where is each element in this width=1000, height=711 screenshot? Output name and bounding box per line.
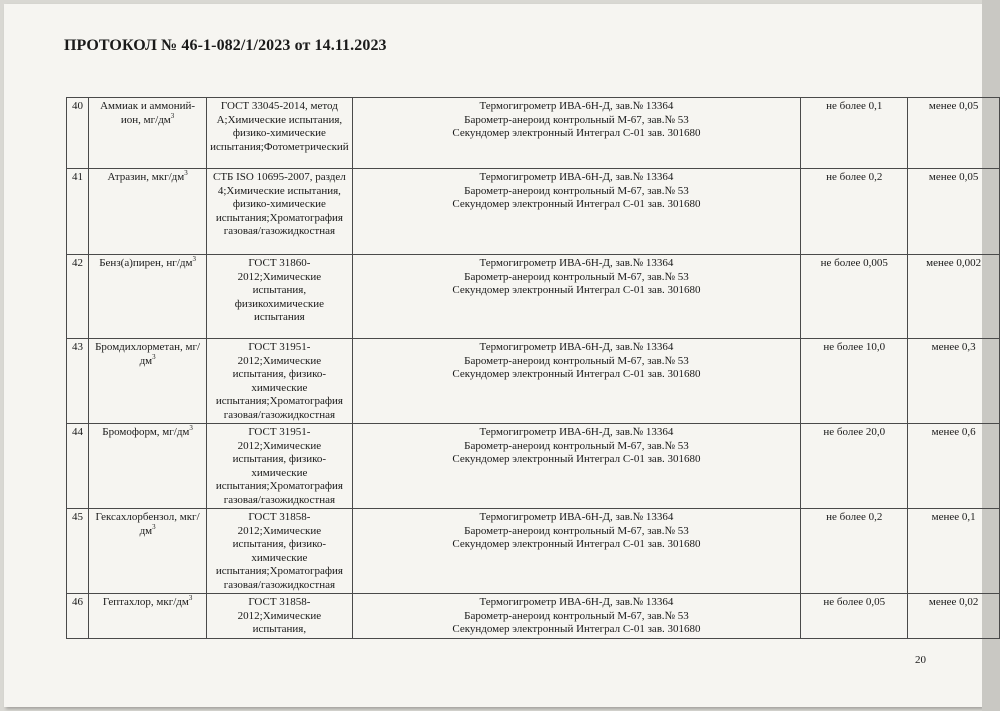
equipment-item: Секундомер электронный Интеграл С-01 зав. 301680 bbox=[452, 538, 701, 550]
document-title: ПРОТОКОЛ № 46-1-082/1/2023 от 14.11.2023 bbox=[64, 37, 387, 54]
result-value: менее 0,05 bbox=[908, 169, 1000, 255]
row-number: 46 bbox=[67, 594, 89, 639]
row-number: 40 bbox=[67, 98, 89, 169]
norm-value: не более 20,0 bbox=[801, 424, 908, 509]
indicator-label: Бромдихлорметан, мг/дм bbox=[95, 341, 201, 367]
norm-value: не более 0,005 bbox=[801, 255, 908, 339]
result-value: менее 0,1 bbox=[908, 509, 1000, 594]
results-table bbox=[66, 97, 1000, 639]
unit-superscript: 3 bbox=[152, 522, 156, 531]
norm-value: не более 0,2 bbox=[801, 169, 908, 255]
indicator-label: Бенз(а)пирен, нг/дм bbox=[99, 257, 193, 269]
unit-superscript: 3 bbox=[184, 169, 188, 177]
indicator-label: Атразин, мкг/дм bbox=[107, 171, 185, 183]
equipment-item: Термогигрометр ИВА-6Н-Д, зав.№ 13364 bbox=[479, 426, 674, 438]
equipment-list bbox=[352, 98, 801, 169]
table-row bbox=[67, 424, 1000, 509]
row-number: 44 bbox=[67, 424, 89, 509]
indicator-name bbox=[89, 169, 207, 255]
equipment-item: Термогигрометр ИВА-6Н-Д, зав.№ 13364 bbox=[479, 171, 674, 183]
equipment-item: Барометр-анероид контрольный М-67, зав.№ 53 bbox=[464, 354, 689, 367]
equipment-list bbox=[352, 169, 801, 255]
equipment-item: Барометр-анероид контрольный М-67, зав.№ 53 bbox=[464, 113, 689, 126]
table-row bbox=[67, 594, 1000, 639]
equipment-item: Термогигрометр ИВА-6Н-Д, зав.№ 13364 bbox=[479, 100, 674, 112]
table-row bbox=[67, 509, 1000, 594]
norm-value: не более 0,05 bbox=[801, 594, 908, 639]
unit-superscript: 3 bbox=[170, 111, 175, 120]
indicator-name bbox=[89, 424, 207, 509]
equipment-item: Барометр-анероид контрольный М-67, зав.№ 53 bbox=[464, 270, 689, 283]
row-number: 43 bbox=[67, 339, 89, 424]
equipment-item: Секундомер электронный Интеграл С-01 зав. 301680 bbox=[452, 453, 701, 465]
indicator-label: Бромоформ, мг/дм bbox=[102, 426, 190, 438]
test-method: ГОСТ 31860-2012;Химические испытания, физикохимические испытания bbox=[207, 255, 353, 339]
equipment-item: Барометр-анероид контрольный М-67, зав.№ 53 bbox=[464, 184, 689, 197]
result-value: менее 0,002 bbox=[908, 255, 1000, 339]
indicator-label: Аммиак и аммоний-ион, мг/дм bbox=[100, 100, 196, 126]
equipment-item: Барометр-анероид контрольный М-67, зав.№ 53 bbox=[464, 524, 689, 537]
row-number: 45 bbox=[67, 509, 89, 594]
norm-value: не более 10,0 bbox=[801, 339, 908, 424]
indicator-name bbox=[89, 509, 207, 594]
equipment-list bbox=[352, 424, 801, 509]
test-method: ГОСТ 31858-2012;Химические испытания, bbox=[207, 594, 353, 639]
result-value: менее 0,3 bbox=[908, 339, 1000, 424]
table-row bbox=[67, 339, 1000, 424]
result-value: менее 0,05 bbox=[908, 98, 1000, 169]
equipment-list bbox=[352, 339, 801, 424]
norm-value: не более 0,1 bbox=[801, 98, 908, 169]
test-method: ГОСТ 33045-2014, метод А;Химические испытания, физико-химические испытания;Фотометрический bbox=[207, 98, 353, 169]
equipment-item: Секундомер электронный Интеграл С-01 зав. 301680 bbox=[452, 198, 701, 210]
test-method: ГОСТ 31951-2012;Химические испытания, физико-химические испытания;Хроматография газовая/газожидкостная bbox=[207, 339, 353, 424]
indicator-label: Гептахлор, мкг/дм bbox=[102, 596, 189, 608]
unit-superscript: 3 bbox=[188, 594, 193, 602]
result-value: менее 0,02 bbox=[908, 594, 1000, 639]
equipment-list bbox=[352, 594, 801, 639]
test-method: СТБ ISO 10695-2007, раздел 4;Химические испытания, физико-химические испытания;Хроматография газовая/газожидкостная bbox=[207, 169, 353, 255]
table-row bbox=[67, 255, 1000, 339]
page-number: 20 bbox=[915, 654, 926, 666]
norm-value: не более 0,2 bbox=[801, 509, 908, 594]
indicator-name bbox=[89, 594, 207, 639]
equipment-list bbox=[352, 255, 801, 339]
equipment-item: Термогигрометр ИВА-6Н-Д, зав.№ 13364 bbox=[479, 511, 674, 523]
row-number: 41 bbox=[67, 169, 89, 255]
equipment-item: Секундомер электронный Интеграл С-01 зав. 301680 bbox=[452, 127, 701, 139]
unit-superscript: 3 bbox=[189, 424, 193, 432]
unit-superscript: 3 bbox=[152, 352, 156, 361]
equipment-item: Секундомер электронный Интеграл С-01 зав. 301680 bbox=[452, 284, 701, 296]
equipment-item: Барометр-анероид контрольный М-67, зав.№ 53 bbox=[464, 439, 689, 452]
table-row bbox=[67, 98, 1000, 169]
indicator-name bbox=[89, 339, 207, 424]
equipment-item: Секундомер электронный Интеграл С-01 зав. 301680 bbox=[452, 623, 701, 635]
equipment-item: Термогигрометр ИВА-6Н-Д, зав.№ 13364 bbox=[479, 341, 674, 353]
equipment-item: Термогигрометр ИВА-6Н-Д, зав.№ 13364 bbox=[479, 596, 674, 608]
indicator-name bbox=[89, 98, 207, 169]
equipment-item: Термогигрометр ИВА-6Н-Д, зав.№ 13364 bbox=[479, 257, 674, 269]
indicator-label: Гексахлорбензол, мкг/дм bbox=[95, 511, 200, 537]
unit-superscript: 3 bbox=[192, 255, 196, 263]
table-row bbox=[67, 169, 1000, 255]
equipment-list bbox=[352, 509, 801, 594]
test-method: ГОСТ 31858-2012;Химические испытания, физико-химические испытания;Хроматография газовая/газожидкостная bbox=[207, 509, 353, 594]
equipment-item: Барометр-анероид контрольный М-67, зав.№ 53 bbox=[464, 609, 689, 622]
equipment-item: Секундомер электронный Интеграл С-01 зав. 301680 bbox=[452, 368, 701, 380]
indicator-name bbox=[89, 255, 207, 339]
row-number: 42 bbox=[67, 255, 89, 339]
result-value: менее 0,6 bbox=[908, 424, 1000, 509]
test-method: ГОСТ 31951-2012;Химические испытания, физико-химические испытания;Хроматография газовая/газожидкостная bbox=[207, 424, 353, 509]
